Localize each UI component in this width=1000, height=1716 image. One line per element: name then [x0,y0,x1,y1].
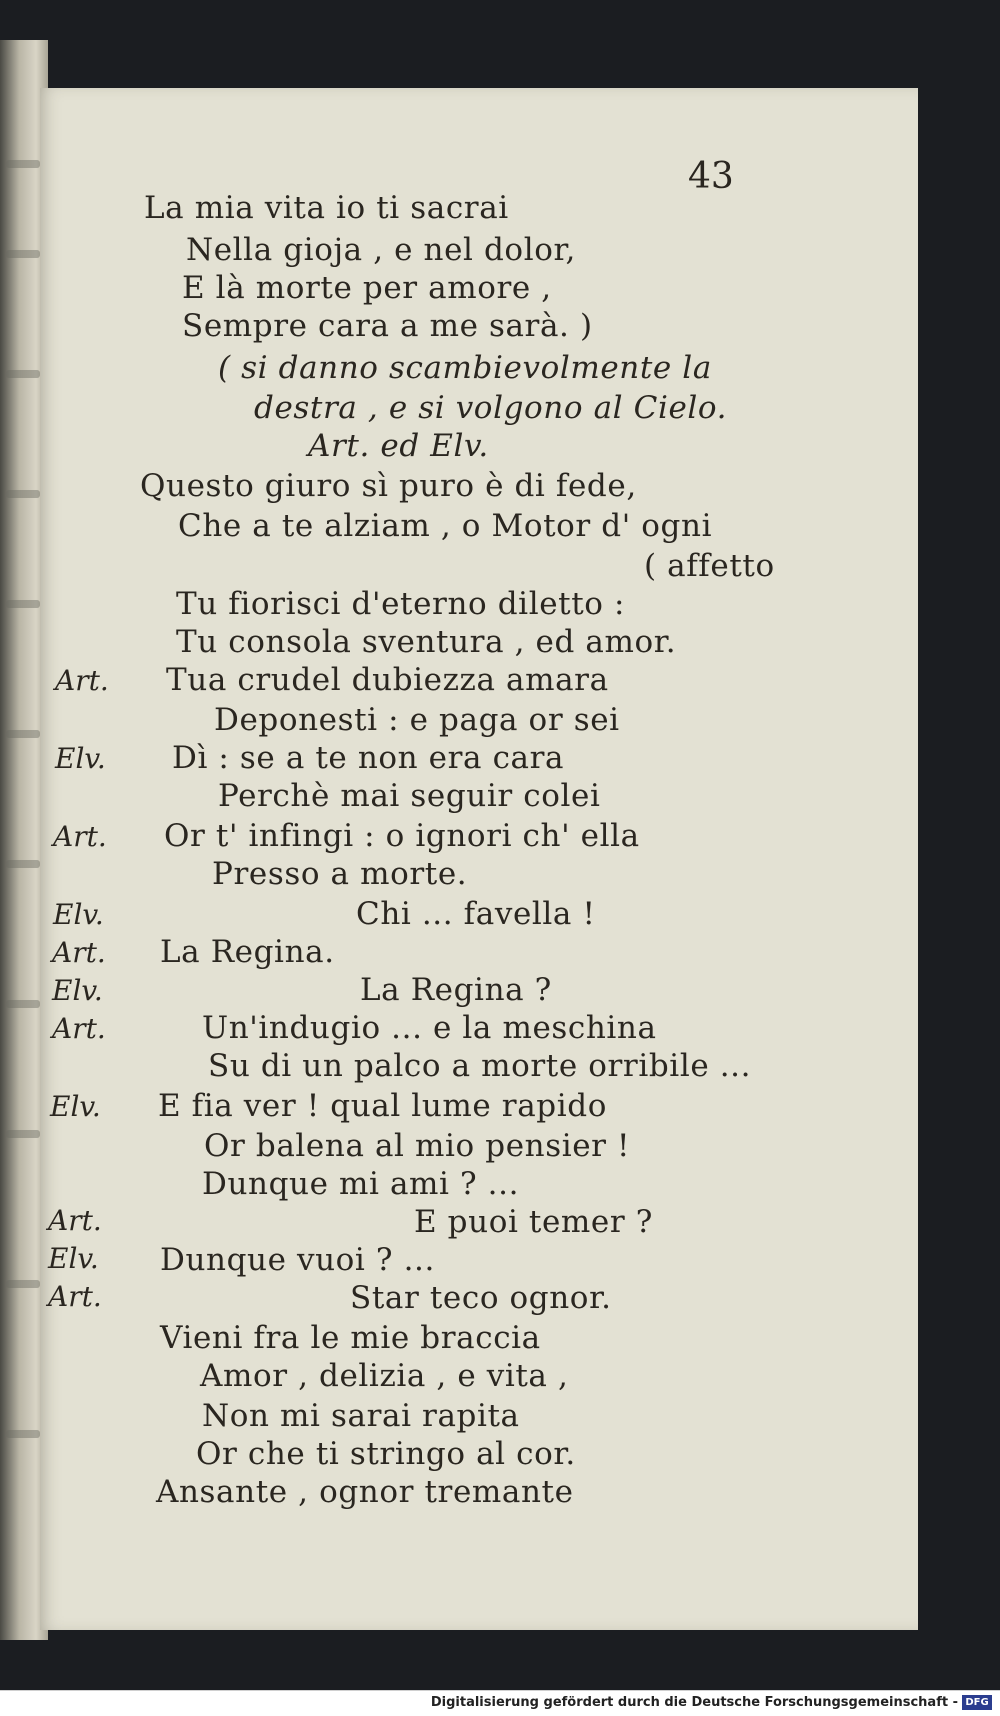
speaker-label: Elv. [52,974,103,1007]
verse-line: Nella gioja , e nel dolor, [186,232,576,268]
verse-line: Questo giuro sì puro è di fede, [140,468,637,504]
adjacent-text-fragment [6,250,40,258]
verse-line: Dunque mi ami ? ... [202,1166,520,1202]
adjacent-text-fragment [6,1000,40,1008]
speaker-label: Art. [53,820,107,853]
adjacent-text-fragment [6,1430,40,1438]
verse-line: Or balena al mio pensier ! [204,1128,631,1164]
digitization-footer [0,1690,1000,1716]
verse-line: ( affetto [644,548,775,584]
speaker-label: Elv. [48,1242,99,1275]
adjacent-text-fragment [6,860,40,868]
verse-line: La Regina. [160,934,335,970]
verse-line: E puoi temer ? [414,1204,653,1240]
adjacent-text-fragment [6,600,40,608]
verse-line: Non mi sarai rapita [202,1398,520,1434]
speaker-label: Elv. [55,742,106,775]
verse-line: Or che ti stringo al cor. [196,1436,576,1472]
verse-line: Perchè mai seguir colei [218,778,601,814]
stage-direction: destra , e si volgono al Cielo. [254,390,728,426]
verse-line: Su di un palco a morte orribile ... [208,1048,752,1084]
speaker-label: Art. [55,664,109,697]
verse-line: E fia ver ! qual lume rapido [158,1088,607,1124]
verse-line: Tua crudel dubiezza amara [166,662,609,698]
verse-line: Deponesti : e paga or sei [214,702,620,738]
verse-line: Un'indugio ... e la meschina [202,1010,657,1046]
verse-line: La Regina ? [360,972,552,1008]
speaker-label: Art. [52,1012,106,1045]
adjacent-text-fragment [6,1130,40,1138]
adjacent-text-fragment [6,160,40,168]
verse-line: Che a te alziam , o Motor d' ogni [178,508,713,544]
speaker-label: Art. [52,936,106,969]
adjacent-text-fragment [6,490,40,498]
verse-line: Dunque vuoi ? ... [160,1242,435,1278]
verse-line: Sempre cara a me sarà. ) [182,308,593,344]
verse-line: La mia vita io ti sacrai [144,190,509,226]
funding-notice: Digitalisierung gefördert durch die Deutsche Forschungsgemeinschaft - [430,1695,958,1710]
verse-line: Ansante , ognor tremante [156,1474,574,1510]
speaker-label: Art. [48,1280,102,1313]
speaker-label: Elv. [53,898,104,931]
verse-line: Vieni fra le mie braccia [160,1320,541,1356]
dfg-logo: DFG [962,1695,992,1710]
adjacent-text-fragment [6,370,40,378]
verse-line: Tu fiorisci d'eterno diletto : [176,586,626,622]
verse-line: Star teco ognor. [350,1280,612,1316]
verse-line: Tu consola sventura , ed amor. [176,624,677,660]
verse-line: Or t' infingi : o ignori ch' ella [164,818,640,854]
speaker-heading: Art. ed Elv. [308,428,489,464]
speaker-label: Art. [48,1204,102,1237]
verse-line: Amor , delizia , e vita , [200,1358,569,1394]
page-number: 43 [688,156,734,197]
verse-line: Presso a morte. [212,856,468,892]
adjacent-text-fragment [6,730,40,738]
verse-line: Chi ... favella ! [356,896,596,932]
speaker-label: Elv. [50,1090,101,1123]
adjacent-text-fragment [6,1280,40,1288]
verse-line: E là morte per amore , [182,270,552,306]
stage-direction: ( si danno scambievolmente la [218,350,712,386]
verse-line: Dì : se a te non era cara [172,740,565,776]
